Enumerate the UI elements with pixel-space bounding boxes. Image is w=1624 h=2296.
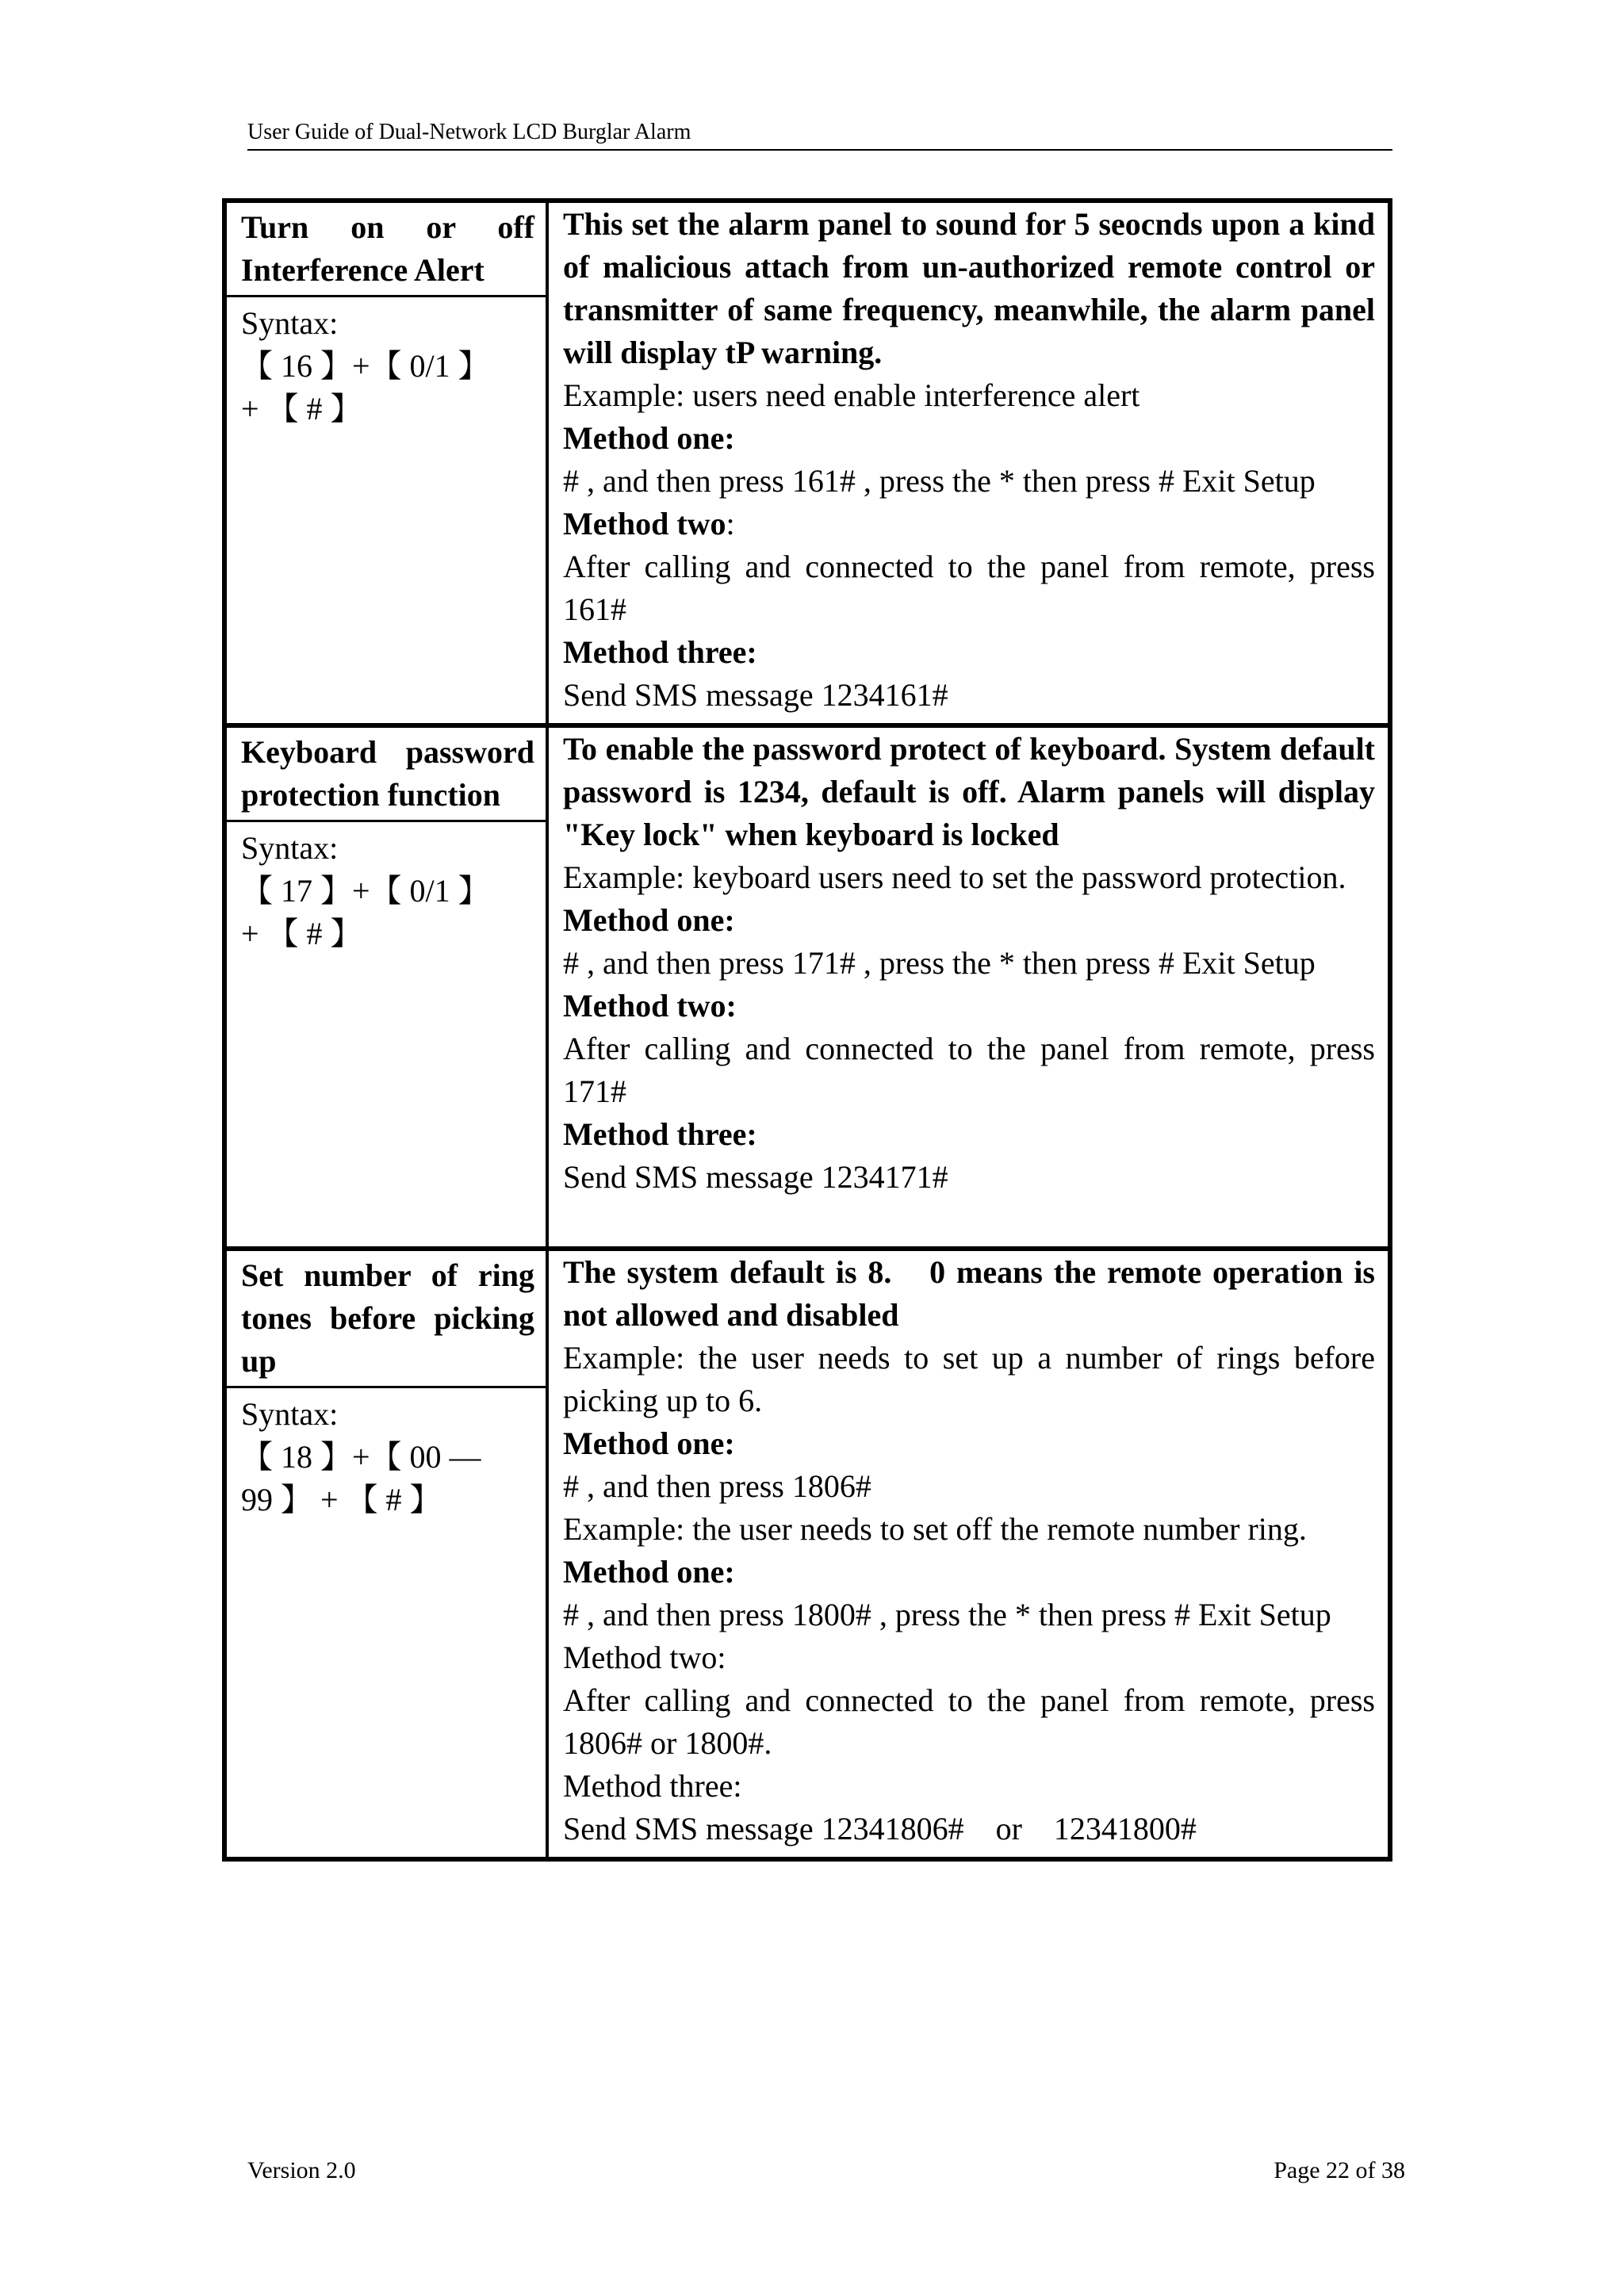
syntax-code: 【 18 】+【 00 — <box>241 1439 481 1475</box>
method-label: Method two <box>563 506 726 541</box>
method-text: # , and then press 1800# , press the * then press # Exit Setup <box>563 1597 1331 1632</box>
setting-description-cell <box>547 1249 1390 1859</box>
syntax-block <box>227 297 546 437</box>
method-text: Send SMS message 1234161# <box>563 677 948 713</box>
syntax-label: Syntax: <box>241 305 339 341</box>
method-label: Method one: <box>563 420 735 456</box>
method-label: Method one: <box>563 902 735 938</box>
setting-description-cell <box>547 725 1390 1249</box>
method-text: After calling and connected to the panel from remote, press 171# <box>563 1031 1375 1109</box>
setting-description: The system default is 8. 0 means the remote operation is not allowed and disabled <box>563 1254 1375 1333</box>
method-label: Method three: <box>563 1116 757 1152</box>
syntax-code: + 【 # 】 <box>241 916 362 951</box>
example-text: Example: the user needs to set up a number of rings before picking up to 6. <box>563 1340 1375 1418</box>
syntax-code: 99 】 + 【 # 】 <box>241 1482 442 1517</box>
settings-table <box>222 198 1392 1862</box>
syntax-block <box>227 822 546 962</box>
syntax-code: + 【 # 】 <box>241 391 362 427</box>
setting-description: This set the alarm panel to sound for 5 seocnds upon a kind of malicious attach from un-authorized remote control or transmitter of same frequency, meanwhile, the alarm panel will display tP warning. <box>563 206 1375 370</box>
method-text: Send SMS message 12341806# or 12341800# <box>563 1811 1197 1846</box>
method-text: # , and then press 161# , press the * then press # Exit Setup <box>563 463 1316 499</box>
method-text: After calling and connected to the panel from remote, press 161# <box>563 549 1375 627</box>
setting-name-cell <box>224 725 547 1249</box>
setting-description-cell <box>547 201 1390 725</box>
table-row <box>224 201 1390 725</box>
table-row <box>224 1249 1390 1859</box>
footer-page-number: Page 22 of 38 <box>1274 2157 1405 2183</box>
syntax-block <box>227 1388 546 1528</box>
page-header: User Guide of Dual-Network LCD Burglar Alarm <box>247 119 1392 151</box>
method-label: Method one: <box>563 1554 735 1590</box>
setting-description: To enable the password protect of keyboard. System default password is 1234, default is off. Alarm panels will display "Key lock" when keyboard is locked <box>563 731 1375 852</box>
method-label: Method two: <box>563 988 737 1024</box>
example-text: Example: keyboard users need to set the password protection. <box>563 859 1346 895</box>
setting-name-cell <box>224 201 547 725</box>
syntax-code: 【 17 】+【 0/1 】 <box>241 873 490 909</box>
method-text: Send SMS message 1234171# <box>563 1159 948 1195</box>
setting-name-cell <box>224 1249 547 1859</box>
method-text: # , and then press 171# , press the * then press # Exit Setup <box>563 945 1316 981</box>
method-text: After calling and connected to the panel from remote, press 1806# or 1800#. <box>563 1682 1375 1761</box>
method-text: # , and then press 1806# <box>563 1468 871 1504</box>
method-label: Method one: <box>563 1425 735 1461</box>
setting-title: Set number of ring tones before picking up <box>227 1251 546 1388</box>
setting-title: Turn on or off Interference Alert <box>227 203 546 297</box>
method-label: Method three: <box>563 1768 742 1804</box>
example-text: Example: users need enable interference alert <box>563 377 1140 413</box>
method-label: Method two: <box>563 1640 726 1675</box>
footer-version: Version 2.0 <box>247 2157 356 2183</box>
syntax-code: 【 16 】+【 0/1 】 <box>241 348 490 384</box>
table-row <box>224 725 1390 1249</box>
syntax-label: Syntax: <box>241 830 339 866</box>
method-label-line <box>563 503 1375 545</box>
setting-title: Keyboard password protection function <box>227 728 546 822</box>
method-label: Method three: <box>563 634 757 670</box>
syntax-label: Syntax: <box>241 1396 339 1432</box>
example-text: Example: the user needs to set off the remote number ring. <box>563 1511 1307 1547</box>
method-colon: : <box>726 506 735 541</box>
